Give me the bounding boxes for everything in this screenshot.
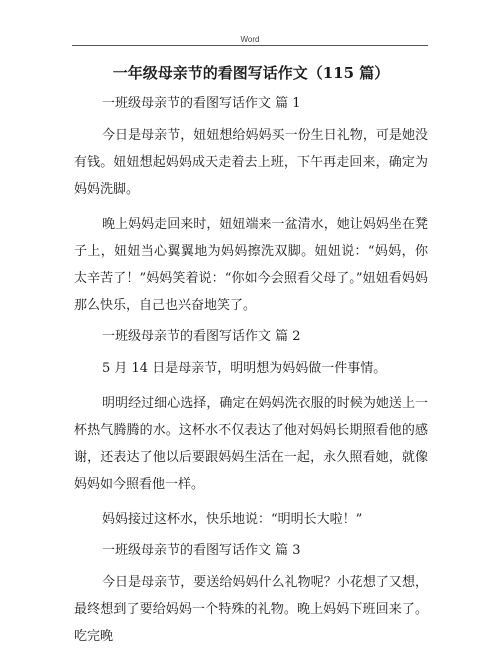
section-heading: 一班级母亲节的看图写话作文 篇 1 [102,96,301,111]
paragraph: 晚上妈妈走回来时，妞妞端来一盆清水，她让妈妈坐在凳子上，妞妞当心翼翼地为妈妈擦洗双脚。妞妞说：“妈妈，你太辛苦了！”妈妈笑着说：“你如今会照看父母了。”妞妞看妈妈那么快乐，自己也兴奋地笑了。 [74,217,428,313]
section-heading: 一班级母亲节的看图写话作文 篇 3 [102,543,301,558]
document-title: 一年级母亲节的看图写话作文（115 篇） [112,64,390,82]
section-2 [74,327,428,533]
section-1 [74,94,428,319]
page-header [72,0,428,46]
document-body [74,62,428,658]
paragraph: 5 月 14 日是母亲节，明明想为妈妈做一件事情。 [102,361,387,376]
paragraph: 明明经过细心选择，确定在妈妈洗衣服的时候为她送上一杯热气腾腾的水。这杯水不仅表达了他对妈妈长期照看他的感谢，还表达了他以后要跟妈妈生活在一起，永久照看她，就像妈妈如今照看他一样。 [74,396,428,492]
section-3 [74,541,428,650]
header-rule [72,45,428,46]
paragraph: 今日是母亲节，要送给妈妈什么礼物呢？小花想了又想，最终想到了要给妈妈一个特殊的礼物。晚上妈妈下班回来了。吃完晚 [74,575,428,644]
paragraph: 今日是母亲节，妞妞想给妈妈买一份生日礼物，可是她没有钱。妞妞想起妈妈成天走着去上班，下午再走回来，确定为妈妈洗脚。 [74,128,428,197]
header-label: Word [240,35,260,44]
section-heading: 一班级母亲节的看图写话作文 篇 2 [102,329,301,344]
paragraph: 妈妈接过这杯水，快乐地说：“明明长大啦！” [102,512,363,527]
